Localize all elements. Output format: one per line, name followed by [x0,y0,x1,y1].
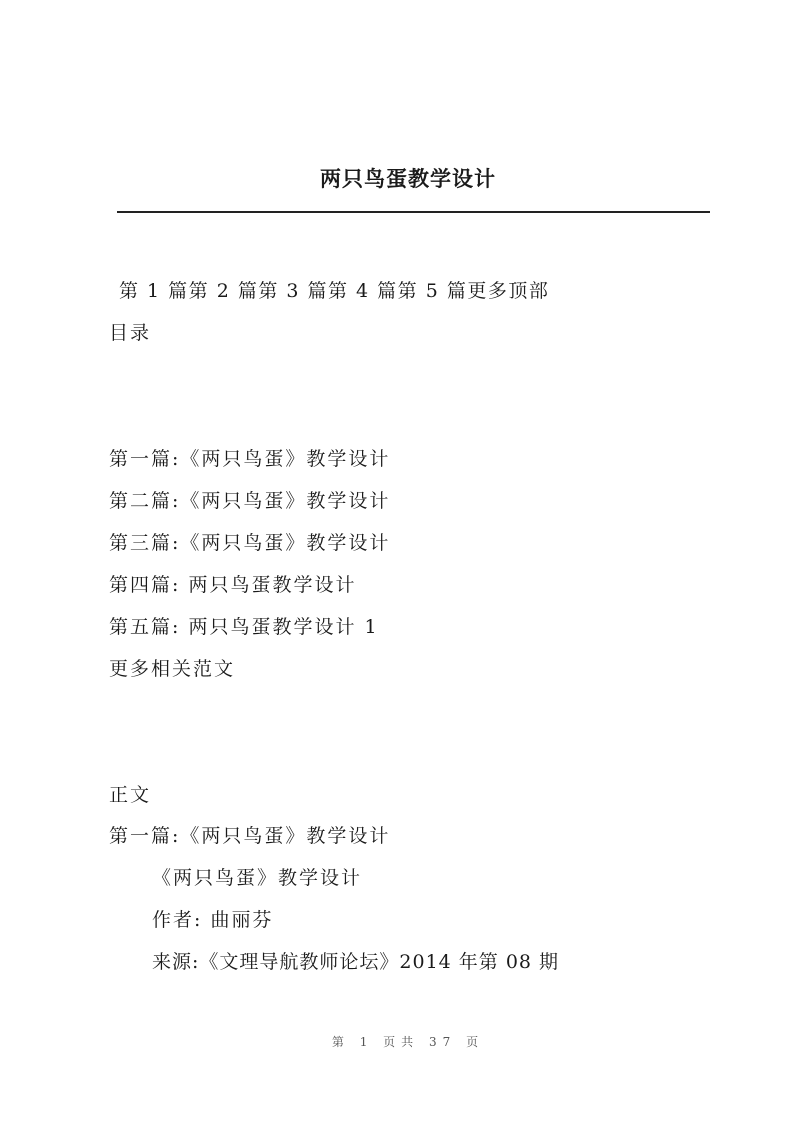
toc-more-link[interactable]: 更多相关范文 [109,658,236,680]
toc-item[interactable]: 第三篇:《两只鸟蛋》教学设计 [109,532,391,554]
article-subtitle: 《两只鸟蛋》教学设计 [152,867,363,889]
toc-item[interactable]: 第二篇:《两只鸟蛋》教学设计 [109,490,391,512]
article-author: 作者: 曲丽芬 [152,909,274,931]
document-title: 两只鸟蛋教学设计 [320,167,496,191]
toc-heading: 目录 [109,322,152,344]
section-nav-links[interactable]: 第 1 篇第 2 篇第 3 篇第 4 篇第 5 篇更多顶部 [119,280,550,302]
article-heading: 第一篇:《两只鸟蛋》教学设计 [109,825,391,847]
toc-item[interactable]: 第一篇:《两只鸟蛋》教学设计 [109,448,391,470]
toc-item[interactable]: 第四篇: 两只鸟蛋教学设计 [109,574,357,596]
title-divider [117,211,710,213]
page-footer: 第 1 页共 37 页 [331,1035,485,1049]
body-heading: 正文 [109,784,152,806]
toc-item[interactable]: 第五篇: 两只鸟蛋教学设计 1 [109,616,379,638]
article-source: 来源:《文理导航教师论坛》2014 年第 08 期 [152,951,560,973]
